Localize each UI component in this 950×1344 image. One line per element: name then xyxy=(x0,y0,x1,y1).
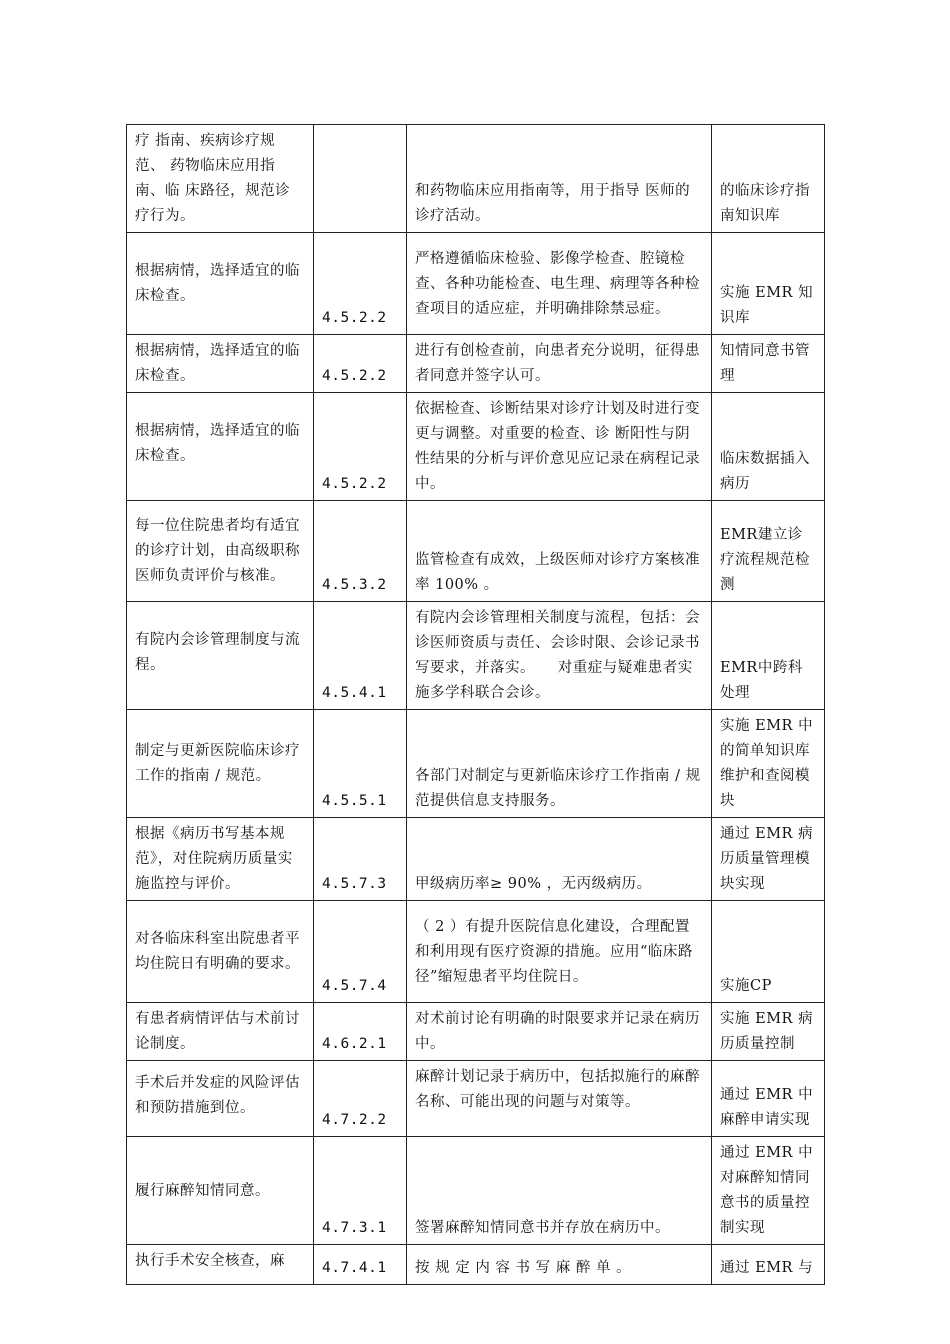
code-cell: 4.5.7.3 xyxy=(314,818,407,901)
standard-cell: 根据病情，选择适宜的临床检查。 xyxy=(127,393,314,501)
table-row xyxy=(127,335,825,393)
description-cell: 按 规 定 内 容 书 写 麻 醉 单 。 xyxy=(407,1245,712,1285)
description-cell: 对术前讨论有明确的时限要求并记录在病历中。 xyxy=(407,1003,712,1061)
standard-cell: 制定与更新医院临床诊疗工作的指南 / 规范。 xyxy=(127,710,314,818)
description-cell: 签署麻醉知情同意书并存放在病历中。 xyxy=(407,1137,712,1245)
code-cell: 4.5.5.1 xyxy=(314,710,407,818)
description-cell: 各部门对制定与更新临床诊疗工作指南 / 规范提供信息支持服务。 xyxy=(407,710,712,818)
description-cell: 麻醉计划记录于病历中，包括拟施行的麻醉名称、可能出现的问题与对策等。 xyxy=(407,1061,712,1137)
code-cell: 4.7.2.2 xyxy=(314,1061,407,1137)
description-cell: 甲级病历率≥ 90% ，无丙级病历。 xyxy=(407,818,712,901)
table-row xyxy=(127,501,825,602)
table-row xyxy=(127,1245,825,1285)
emr-cell: 通过 EMR 病历质量管理模块实现 xyxy=(712,818,825,901)
table-row xyxy=(127,602,825,710)
code-cell xyxy=(314,125,407,233)
emr-cell: 实施 EMR 中的简单知识库维护和查阅模块 xyxy=(712,710,825,818)
code-cell: 4.7.3.1 xyxy=(314,1137,407,1245)
emr-cell: 通过 EMR 中对麻醉知情同意书的质量控制实现 xyxy=(712,1137,825,1245)
code-cell: 4.6.2.1 xyxy=(314,1003,407,1061)
code-cell: 4.5.4.1 xyxy=(314,602,407,710)
standard-cell: 根据病情，选择适宜的临床检查。 xyxy=(127,233,314,335)
table-row xyxy=(127,393,825,501)
table-row xyxy=(127,1003,825,1061)
description-cell: 依据检查、诊断结果对诊疗计划及时进行变更与调整。对重要的检查、诊 断阳性与阴性结果的分析与评价意见应记录在病程记录中。 xyxy=(407,393,712,501)
emr-cell: 的临床诊疗指南知识库 xyxy=(712,125,825,233)
code-cell: 4.5.3.2 xyxy=(314,501,407,602)
requirements-table xyxy=(126,124,825,1285)
emr-cell: 知情同意书管理 xyxy=(712,335,825,393)
emr-cell: 实施 EMR 病历质量控制 xyxy=(712,1003,825,1061)
table-row xyxy=(127,233,825,335)
standard-cell: 有患者病情评估与术前讨论制度。 xyxy=(127,1003,314,1061)
standard-cell: 履行麻醉知情同意。 xyxy=(127,1137,314,1245)
description-cell: 监管检查有成效，上级医师对诊疗方案核准率 100% 。 xyxy=(407,501,712,602)
standard-cell: 疗 指南、疾病诊疗规范、 药物临床应用指南、临 床路径，规范诊疗行为。 xyxy=(127,125,314,233)
code-cell: 4.7.4.1 xyxy=(314,1245,407,1285)
code-cell: 4.5.2.2 xyxy=(314,233,407,335)
code-cell: 4.5.2.2 xyxy=(314,335,407,393)
description-cell: 有院内会诊管理相关制度与流程，包括：会诊医师资质与责任、会诊时限、会诊记录书写要求，并落实。 对重症与疑难患者实施多学科联合会诊。 xyxy=(407,602,712,710)
table-row xyxy=(127,901,825,1003)
description-cell: 进行有创检查前，向患者充分说明，征得患者同意并签字认可。 xyxy=(407,335,712,393)
emr-cell: 实施 EMR 知识库 xyxy=(712,233,825,335)
table-row xyxy=(127,1137,825,1245)
code-cell: 4.5.2.2 xyxy=(314,393,407,501)
standard-cell: 有院内会诊管理制度与流程。 xyxy=(127,602,314,710)
code-cell: 4.5.7.4 xyxy=(314,901,407,1003)
emr-cell: 通过 EMR 中麻醉申请实现 xyxy=(712,1061,825,1137)
description-cell: （ 2 ）有提升医院信息化建设，合理配置和利用现有医疗资源的措施。应用“临床路径”缩短患者平均住院日。 xyxy=(407,901,712,1003)
emr-cell: 通过 EMR 与 xyxy=(712,1245,825,1285)
emr-cell: 实施CP xyxy=(712,901,825,1003)
table-row xyxy=(127,125,825,233)
standard-cell: 根据《病历书写基本规范》，对住院病历质量实 施监控与评价。 xyxy=(127,818,314,901)
standard-cell: 对各临床科室出院患者平均住院日有明确的要求。 xyxy=(127,901,314,1003)
standard-cell: 根据病情，选择适宜的临床检查。 xyxy=(127,335,314,393)
standard-cell: 手术后并发症的风险评估和预防措施到位。 xyxy=(127,1061,314,1137)
emr-cell: EMR中跨科处理 xyxy=(712,602,825,710)
standard-cell: 执行手术安全核查，麻 xyxy=(127,1245,314,1285)
emr-cell: 临床数据插入病历 xyxy=(712,393,825,501)
description-cell: 和药物临床应用指南等，用于指导 医师的诊疗活动。 xyxy=(407,125,712,233)
table-row xyxy=(127,818,825,901)
description-cell: 严格遵循临床检验、影像学检查、腔镜检查、各种功能检查、电生理、病理等各种检查项目的适应症，并明确排除禁忌症。 xyxy=(407,233,712,335)
table-row xyxy=(127,710,825,818)
table-row xyxy=(127,1061,825,1137)
emr-cell: EMR建立诊疗流程规范检测 xyxy=(712,501,825,602)
standard-cell: 每一位住院患者均有适宜的诊疗计划，由高级职称医师负责评价与核准。 xyxy=(127,501,314,602)
